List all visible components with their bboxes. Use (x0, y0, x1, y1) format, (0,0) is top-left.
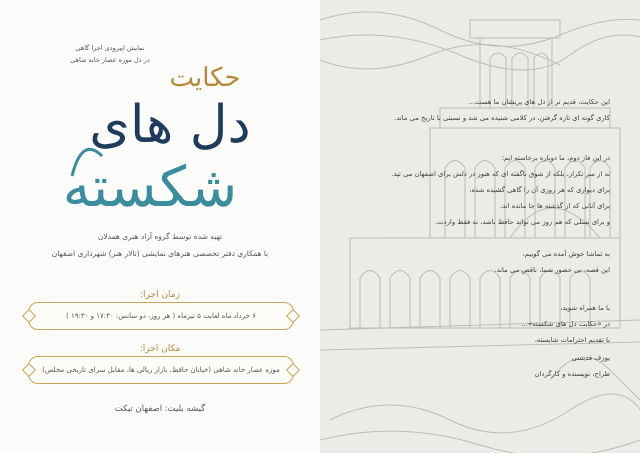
story-paragraph-4 (330, 300, 610, 348)
story-paragraph-3 (330, 246, 610, 278)
subtitle-line-2: در دل موزه عصار خانه شاهی (70, 56, 150, 64)
story-line: کاری گونه ای تازه گرفتن، در کلامی شنیده می شد و نسبتی با تاریخ می ماند. (394, 114, 610, 122)
title-word-hekayat: حکایت (169, 63, 241, 93)
story-line: برای دیواری که هر روزی آن را گاهی گشیده شده، (469, 186, 610, 194)
story-line: به تماشا خوش آمده می گوییم، (522, 250, 610, 258)
subtitle-line-1: نمایش اپیزودی اجرا گاهی (75, 44, 145, 52)
frame-ornament-icon (286, 309, 300, 323)
time-frame (28, 302, 294, 330)
time-value: ۶ خرداد ماه لغایت ۵ تیرماه ( هر روز، دو سانس: ۱۷:۳۰ و ۱۹:۳۰ ) (66, 312, 256, 320)
frame-ornament-icon (286, 363, 300, 377)
ticket-info: گیشه بلیت: اصفهان تیکت (114, 404, 206, 414)
story-line: با ما همراه شوید، (560, 304, 610, 312)
author-name: یوزف قدیسی (571, 354, 610, 362)
story-paragraph-2 (330, 150, 610, 230)
title-word-delhaye: دل های (89, 95, 251, 155)
author-role: طراح، نویسنده و کارگردان (534, 370, 610, 378)
story-line: این قصه، بی حضور شما، ناقص می ماند. (494, 266, 610, 274)
producer-line: تهیه شده توسط گروه آزاد هنری همدلان (97, 232, 223, 241)
story-line: در «حکایت دل های شکسته»... (521, 320, 610, 328)
story-line: در این فاز دوم، ما دوباره برخاسته ایم؛ (501, 154, 610, 162)
story-paragraph-1 (330, 94, 610, 126)
place-title: مکان اجرا: (139, 344, 181, 354)
title-word-shekaste: شکسته (62, 155, 238, 220)
poster-right-panel (320, 0, 640, 453)
frame-ornament-icon (22, 309, 36, 323)
time-title: زمان اجرا: (140, 290, 180, 300)
place-frame (28, 356, 294, 384)
story-line: نه از سر تکرار، بلکه از شوق ناگفته ای که هنوز در دلش برای اصفهان می تپد. (391, 170, 610, 178)
story-line: با تقدیم احترامات شایسته، (534, 336, 610, 344)
story-signature (330, 350, 610, 382)
story-line: این حکایت، قدیم تر از دل های پریشان ما هست... (468, 98, 610, 106)
title-logo (50, 58, 280, 223)
frame-ornament-icon (22, 363, 36, 377)
place-value: موزه عصار خانه شاهی (خیابان حافظ، بازار ریالی ها، مقابل سرای تاریخی مخلص) (42, 366, 280, 374)
story-line: و برای نسلی که هم روز می تواند حافظ باشد، نه فقط واردت. (435, 218, 610, 226)
partnership-line: با همکاری دفتر تخصصی هنرهای نمایشی (تالار هنر) شهرداری اصفهان (51, 249, 269, 258)
story-line: برای آنانی که از گذشته ها جا مانده اند، (500, 202, 610, 210)
